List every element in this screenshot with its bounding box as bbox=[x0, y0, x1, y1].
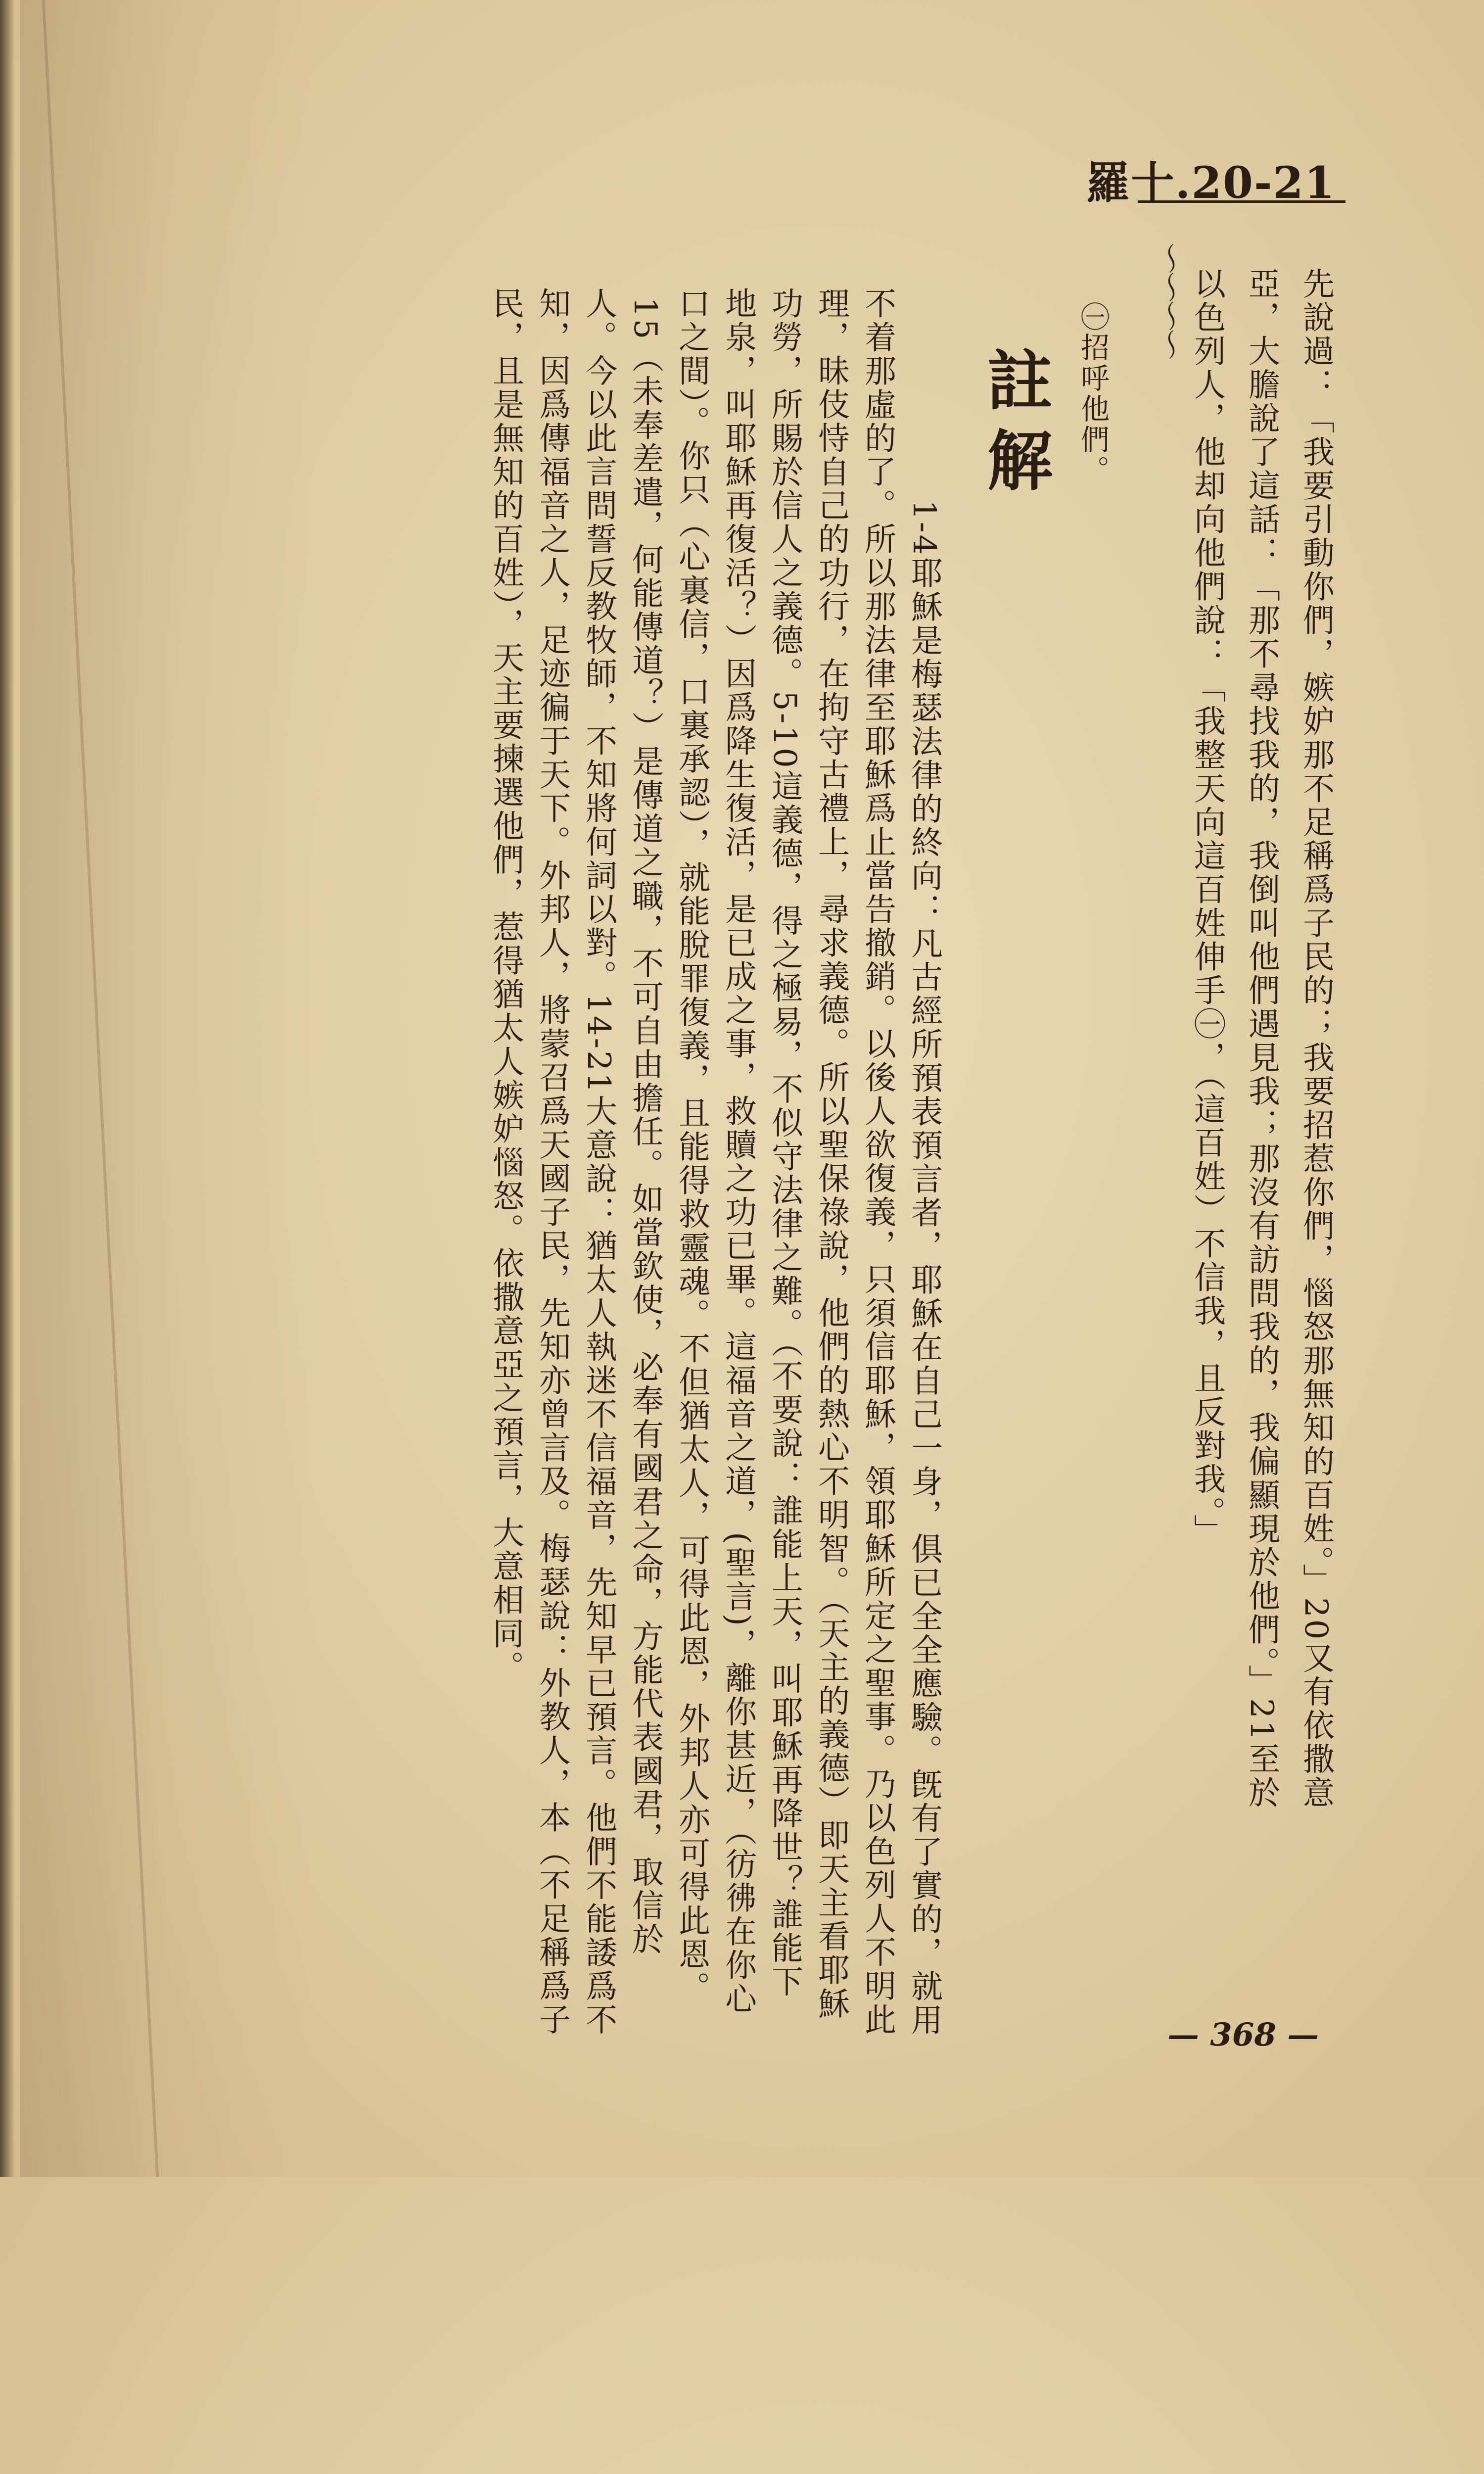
footnote: ㊀招呼他們。 bbox=[1076, 302, 1110, 486]
commentary-line-1: 1-4耶穌是梅瑟法律的終向：凡古經所預表預言者，耶穌在自己一身，俱已全全應驗。旣有了實的，就用 bbox=[906, 500, 942, 2038]
page-edge bbox=[0, 0, 15, 2177]
scripture-line-1: 先說過：「我要引動你們，嫉妒那不足稱爲子民的；我要招惹你們，惱怒那無知的百姓。」20又有依撒意 bbox=[1298, 267, 1334, 1810]
commentary-line-10: 民，且是無知的百姓），天主要揀選他們，惹得猶太人嫉妒惱怒。依撒意亞之預言，大意相同。 bbox=[487, 287, 524, 1684]
commentary-line-2: 不着那虛的了。所以那法律至耶穌爲止當告撤銷。以後人欲復義，只須信耶穌，領耶穌所定之聖事。乃以色列人不明此 bbox=[859, 287, 896, 2037]
commentary-line-6: 口之間）。你只（心裏信，口裏承認），就能脫罪復義，且能得救靈魂。不但猶太人，可得此恩，外邦人亦可得此恩。 bbox=[673, 287, 710, 2005]
scripture-line-3: 以色列人，他却向他們說：「我整天向這百姓伸手㊀，（這百姓）不信我，且反對我。」 bbox=[1189, 267, 1225, 1548]
commentary-line-9: 知，因爲傳福音之人，足迹徧于天下。外邦人，將蒙召爲天國子民，先知亦曾言及。梅瑟說：外教人，本（不足稱爲子 bbox=[534, 287, 570, 2037]
commentary-line-5: 地泉，叫耶穌再復活？）因爲降生復活，是已成之事，救贖之功已畢。這福音之道，(聖言)，離你甚近，（彷彿在你心 bbox=[720, 287, 756, 2016]
section-heading: 註解 bbox=[976, 346, 1053, 507]
scripture-line-2: 亞，大膽說了這話：「那不尋找我的，我倒叫他們遇見我；那沒有訪問我的，我偏顯現於他們。」21至於 bbox=[1243, 267, 1280, 1810]
wavy-separator: ～～～～ bbox=[1150, 242, 1187, 357]
page-number: — 368 — bbox=[1167, 2016, 1319, 2053]
commentary-line-8: 人。今以此言問誓反教牧師，不知將何詞以對。14-21大意說：猶太人執迷不信福音，先知早已預言。他們不能諉爲不 bbox=[580, 287, 617, 2037]
commentary-line-7: 15（未奉差遣，何能傳道？）是傳道之職，不可自由擔任。如當欽使，必奉有國君之命，方能代表國君，取信於 bbox=[627, 297, 663, 1956]
running-head: 羅十.20-21 bbox=[1086, 157, 1336, 208]
spine-shadow bbox=[20, 0, 317, 2177]
commentary-line-3: 理，昧伎恃自己的功行，在拘守古禮上，尋求義德。所以聖保祿說，他們的熱心不明智。（天主的義德）即天主看耶穌 bbox=[813, 287, 849, 2021]
commentary-line-4: 功勞，所賜於信人之義德。5-10這義德，得之極易，不似守法律之難。（不要說：誰能上天，叫耶穌再降世？誰能下 bbox=[766, 287, 803, 1999]
